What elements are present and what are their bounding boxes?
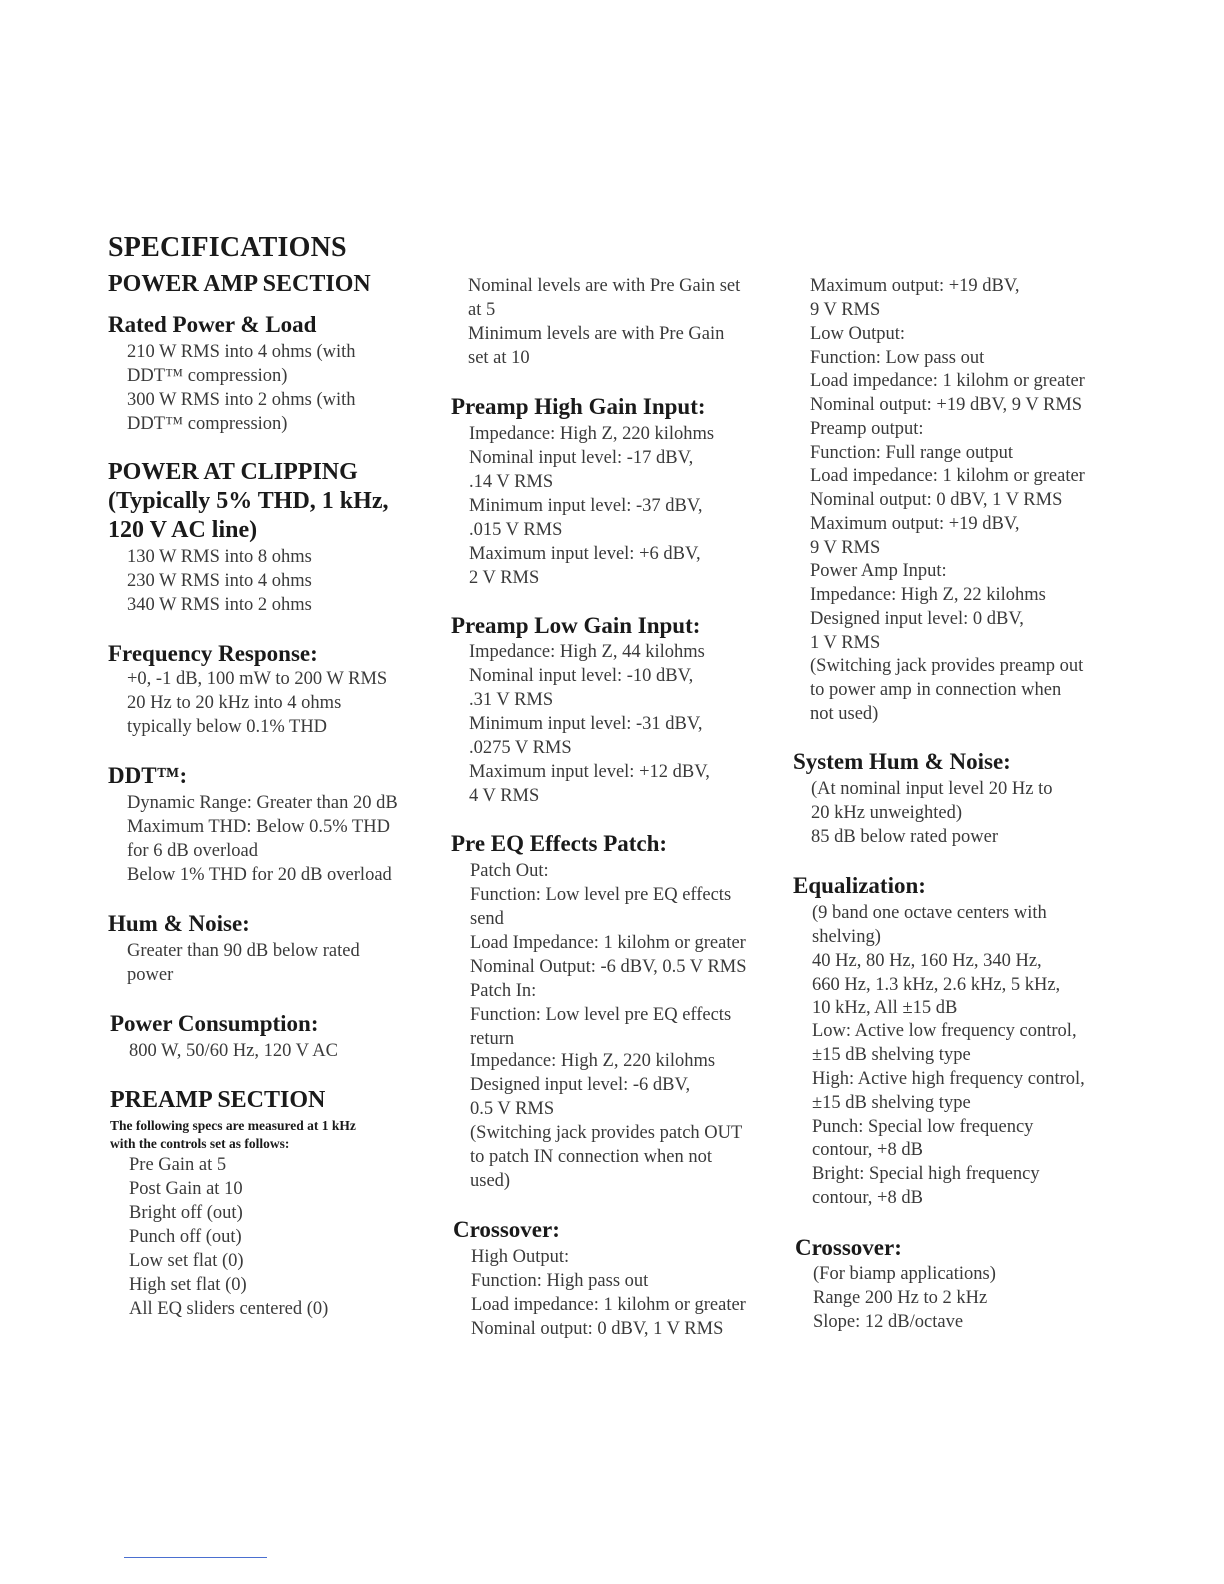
crossover-output-line: to power amp in connection when xyxy=(810,680,1062,700)
frequency-response-line: +0, -1 dB, 100 mW to 200 W RMS xyxy=(127,669,388,689)
rated-power-line: DDT™ compression) xyxy=(127,366,288,386)
crossover-output-line: Nominal output: +19 dBV, 9 V RMS xyxy=(810,395,1083,415)
effects-patch-line: send xyxy=(470,909,504,929)
preamp-setting: Pre Gain at 5 xyxy=(129,1155,227,1175)
rated-power-line: 210 W RMS into 4 ohms (with xyxy=(127,342,356,362)
levels-note-line: at 5 xyxy=(468,300,496,320)
levels-note-line: set at 10 xyxy=(468,348,530,368)
crossover-biamp-line: Slope: 12 dB/octave xyxy=(813,1312,964,1332)
preamp-setting: Low set flat (0) xyxy=(129,1251,244,1271)
ddt-heading: DDT™: xyxy=(108,763,188,788)
crossover-biamp-heading: Crossover: xyxy=(795,1235,902,1260)
equalization-line: Bright: Special high frequency xyxy=(812,1164,1040,1184)
system-hum-noise-line: (At nominal input level 20 Hz to xyxy=(811,779,1053,799)
equalization-line: contour, +8 dB xyxy=(812,1188,923,1208)
crossover-output-line: Low Output: xyxy=(810,324,906,344)
power-consumption-heading: Power Consumption: xyxy=(110,1011,319,1036)
low-gain-input-line: Maximum input level: +12 dBV, xyxy=(469,762,710,782)
crossover-output-line: Function: Low pass out xyxy=(810,348,985,368)
ddt-line: Below 1% THD for 20 dB overload xyxy=(127,865,392,885)
effects-patch-line: (Switching jack provides patch OUT xyxy=(470,1123,743,1143)
levels-note-line: Nominal levels are with Pre Gain set xyxy=(468,276,741,296)
high-gain-input-line: Impedance: High Z, 220 kilohms xyxy=(469,424,715,444)
effects-patch-line: Nominal Output: -6 dBV, 0.5 V RMS xyxy=(470,957,747,977)
high-gain-input-line: Nominal input level: -17 dBV, xyxy=(469,448,694,468)
clipping-line: 130 W RMS into 8 ohms xyxy=(127,547,312,567)
crossover-biamp-line: (For biamp applications) xyxy=(813,1264,996,1284)
crossover-output-line: Designed input level: 0 dBV, xyxy=(810,609,1024,629)
frequency-response-heading: Frequency Response: xyxy=(108,641,318,666)
equalization-line: Low: Active low frequency control, xyxy=(812,1021,1077,1041)
crossover-output-line: Nominal output: 0 dBV, 1 V RMS xyxy=(810,490,1063,510)
crossover-line: Function: High pass out xyxy=(471,1271,649,1291)
rated-power-heading: Rated Power & Load xyxy=(108,312,317,337)
crossover-output-line: 1 V RMS xyxy=(810,633,881,653)
crossover-output-line: Impedance: High Z, 22 kilohms xyxy=(810,585,1046,605)
page-title: SPECIFICATIONS xyxy=(108,232,347,263)
footer-rule xyxy=(124,1557,267,1558)
preamp-section-heading: PREAMP SECTION xyxy=(110,1087,326,1113)
effects-patch-line: Load Impedance: 1 kilohm or greater xyxy=(470,933,746,953)
equalization-line: ±15 dB shelving type xyxy=(812,1045,971,1065)
effects-patch-line: Function: Low level pre EQ effects xyxy=(470,885,732,905)
hum-noise-line: power xyxy=(127,965,174,985)
low-gain-input-line: Nominal input level: -10 dBV, xyxy=(469,666,694,686)
equalization-line: 660 Hz, 1.3 kHz, 2.6 kHz, 5 kHz, xyxy=(812,975,1061,995)
clipping-heading: 120 V AC line) xyxy=(108,517,258,543)
effects-patch-line: to patch IN connection when not xyxy=(470,1147,712,1167)
equalization-line: 10 kHz, All ±15 dB xyxy=(812,998,958,1018)
low-gain-input-line: Minimum input level: -31 dBV, xyxy=(469,714,703,734)
crossover-output-line: Function: Full range output xyxy=(810,443,1013,463)
equalization-line: 40 Hz, 80 Hz, 160 Hz, 340 Hz, xyxy=(812,951,1042,971)
ddt-line: Dynamic Range: Greater than 20 dB xyxy=(127,793,398,813)
power-consumption-line: 800 W, 50/60 Hz, 120 V AC xyxy=(129,1041,339,1061)
effects-patch-line: used) xyxy=(470,1171,511,1191)
effects-patch-line: Designed input level: -6 dBV, xyxy=(470,1075,691,1095)
clipping-heading: (Typically 5% THD, 1 kHz, xyxy=(108,488,389,514)
hum-noise-line: Greater than 90 dB below rated xyxy=(127,941,360,961)
crossover-output-line: Load impedance: 1 kilohm or greater xyxy=(810,466,1085,486)
frequency-response-line: 20 Hz to 20 kHz into 4 ohms xyxy=(127,693,342,713)
system-hum-noise-line: 20 kHz unweighted) xyxy=(811,803,963,823)
crossover-biamp-line: Range 200 Hz to 2 kHz xyxy=(813,1288,988,1308)
ddt-line: for 6 dB overload xyxy=(127,841,259,861)
low-gain-input-line: .31 V RMS xyxy=(469,690,554,710)
crossover-output-line: (Switching jack provides preamp out xyxy=(810,656,1084,676)
crossover-output-line: Power Amp Input: xyxy=(810,561,947,581)
crossover-heading: Crossover: xyxy=(453,1217,560,1242)
clipping-line: 340 W RMS into 2 ohms xyxy=(127,595,312,615)
crossover-output-line: 9 V RMS xyxy=(810,300,881,320)
equalization-line: contour, +8 dB xyxy=(812,1140,923,1160)
preamp-setting: Punch off (out) xyxy=(129,1227,242,1247)
low-gain-input-line: .0275 V RMS xyxy=(469,738,572,758)
crossover-output-line: 9 V RMS xyxy=(810,538,881,558)
high-gain-input-line: 2 V RMS xyxy=(469,568,540,588)
ddt-line: Maximum THD: Below 0.5% THD xyxy=(127,817,390,837)
preamp-note: with the controls set as follows: xyxy=(110,1136,290,1151)
high-gain-input-heading: Preamp High Gain Input: xyxy=(451,394,706,419)
levels-note-line: Minimum levels are with Pre Gain xyxy=(468,324,725,344)
crossover-line: High Output: xyxy=(471,1247,570,1267)
hum-noise-heading: Hum & Noise: xyxy=(108,911,250,936)
preamp-setting: Post Gain at 10 xyxy=(129,1179,243,1199)
effects-patch-heading: Pre EQ Effects Patch: xyxy=(451,831,668,856)
equalization-line: (9 band one octave centers with xyxy=(812,903,1047,923)
crossover-output-line: not used) xyxy=(810,704,879,724)
power-amp-section-heading: POWER AMP SECTION xyxy=(108,271,371,297)
equalization-line: ±15 dB shelving type xyxy=(812,1093,971,1113)
effects-patch-line: Impedance: High Z, 220 kilohms xyxy=(470,1051,716,1071)
crossover-line: Load impedance: 1 kilohm or greater xyxy=(471,1295,746,1315)
preamp-setting: All EQ sliders centered (0) xyxy=(129,1299,329,1319)
low-gain-input-heading: Preamp Low Gain Input: xyxy=(451,613,701,638)
low-gain-input-line: Impedance: High Z, 44 kilohms xyxy=(469,642,705,662)
rated-power-line: 300 W RMS into 2 ohms (with xyxy=(127,390,356,410)
effects-patch-line: 0.5 V RMS xyxy=(470,1099,555,1119)
equalization-line: Punch: Special low frequency xyxy=(812,1117,1034,1137)
crossover-output-line: Maximum output: +19 dBV, xyxy=(810,276,1020,296)
clipping-line: 230 W RMS into 4 ohms xyxy=(127,571,312,591)
equalization-heading: Equalization: xyxy=(793,873,926,898)
high-gain-input-line: .14 V RMS xyxy=(469,472,554,492)
frequency-response-line: typically below 0.1% THD xyxy=(127,717,328,737)
preamp-note: The following specs are measured at 1 kHz xyxy=(110,1118,356,1133)
crossover-output-line: Preamp output: xyxy=(810,419,924,439)
high-gain-input-line: Minimum input level: -37 dBV, xyxy=(469,496,703,516)
equalization-line: shelving) xyxy=(812,927,881,947)
high-gain-input-line: Maximum input level: +6 dBV, xyxy=(469,544,701,564)
high-gain-input-line: .015 V RMS xyxy=(469,520,563,540)
effects-patch-line: return xyxy=(470,1029,515,1049)
system-hum-noise-line: 85 dB below rated power xyxy=(811,827,999,847)
crossover-output-line: Maximum output: +19 dBV, xyxy=(810,514,1020,534)
equalization-line: High: Active high frequency control, xyxy=(812,1069,1085,1089)
rated-power-line: DDT™ compression) xyxy=(127,414,288,434)
preamp-setting: Bright off (out) xyxy=(129,1203,243,1223)
preamp-setting: High set flat (0) xyxy=(129,1275,247,1295)
effects-patch-line: Function: Low level pre EQ effects xyxy=(470,1005,732,1025)
clipping-heading: POWER AT CLIPPING xyxy=(108,459,358,485)
crossover-line: Nominal output: 0 dBV, 1 V RMS xyxy=(471,1319,724,1339)
crossover-output-line: Load impedance: 1 kilohm or greater xyxy=(810,371,1085,391)
system-hum-noise-heading: System Hum & Noise: xyxy=(793,749,1011,774)
low-gain-input-line: 4 V RMS xyxy=(469,786,540,806)
effects-patch-line: Patch Out: xyxy=(470,861,549,881)
effects-patch-line: Patch In: xyxy=(470,981,537,1001)
